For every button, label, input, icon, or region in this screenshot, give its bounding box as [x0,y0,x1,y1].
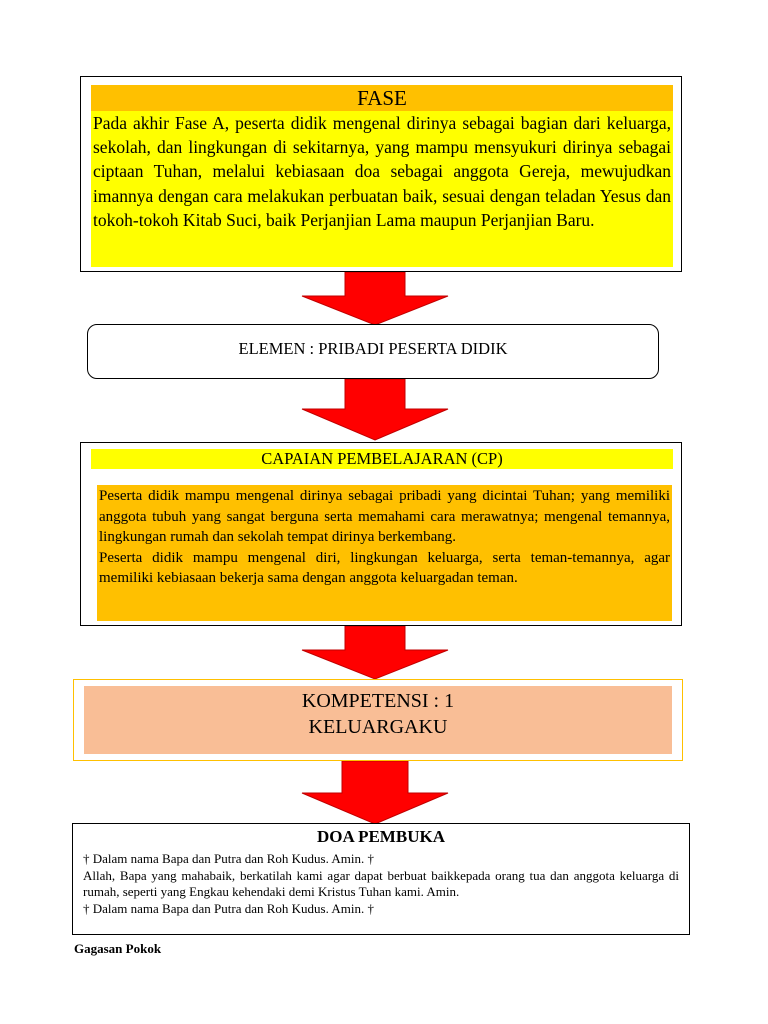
doa-line: Allah, Bapa yang mahabaik, berkatilah kami agar dapat berbuat baikkepada orang tua dan anggota keluarga di rumah, seperti yang Engkau kehendaki demi Kristus Tuhan kami. Amin. [83,867,679,899]
doa-pembuka-box [72,823,690,935]
down-arrow-icon [300,626,450,680]
elemen-box [87,324,659,379]
doa-line: † Dalam nama Bapa dan Putra dan Roh Kudus. Amin. † [83,851,375,866]
capaian-pembelajaran-box [80,442,682,626]
down-arrow-icon [300,272,450,326]
kompetensi-title [84,686,672,754]
doa-line: † Dalam nama Bapa dan Putra dan Roh Kudus. Amin. † [83,900,375,916]
down-arrow-icon [300,761,450,825]
doa-text [83,851,679,917]
doa-title: DOA PEMBUKA [317,827,445,846]
fase-box [80,76,682,272]
cp-title: CAPAIAN PEMBELAJARAN (CP) [91,449,673,469]
kompetensi-topic: KELUARGAKU [308,716,448,738]
cp-paragraph: Peserta didik mampu mengenal dirinya sebagai pribadi yang dicintai Tuhan; yang memiliki anggota tubuh yang sangat berguna serta memahami cara merawatnya; mengenal temannya, lingkungan rumah dan sekolah tempat dirinya berkembang. [99,488,670,545]
gagasan-pokok-heading: Gagasan Pokok [74,941,162,956]
fase-description: Pada akhir Fase A, peserta didik mengenal dirinya sebagai bagian dari keluarga, sekolah, dan lingkungan di sekitarnya, yang mampu mensyukuri dirinya sebagai ciptaan Tuhan, melalui kebiasaan doa sebagai anggota Gereja, mewujudkan imannya dengan cara melakukan perbuatan baik, sesuai dengan teladan Yesus dan tokoh-tokoh Kitab Suci, baik Perjanjian Lama maupun Perjanjian Baru. [91,111,673,267]
fase-title: FASE [91,85,673,111]
down-arrow-icon [300,379,450,441]
kompetensi-number: KOMPETENSI : 1 [301,690,455,712]
kompetensi-box [73,679,683,761]
cp-description [97,485,672,621]
cp-paragraph: Peserta didik mampu mengenal diri, lingkungan keluarga, serta teman-temannya, agar memiliki kebiasaan bekerja sama dengan anggota keluargadan teman. [99,549,670,586]
elemen-label: ELEMEN : PRIBADI PESERTA DIDIK [238,339,508,358]
